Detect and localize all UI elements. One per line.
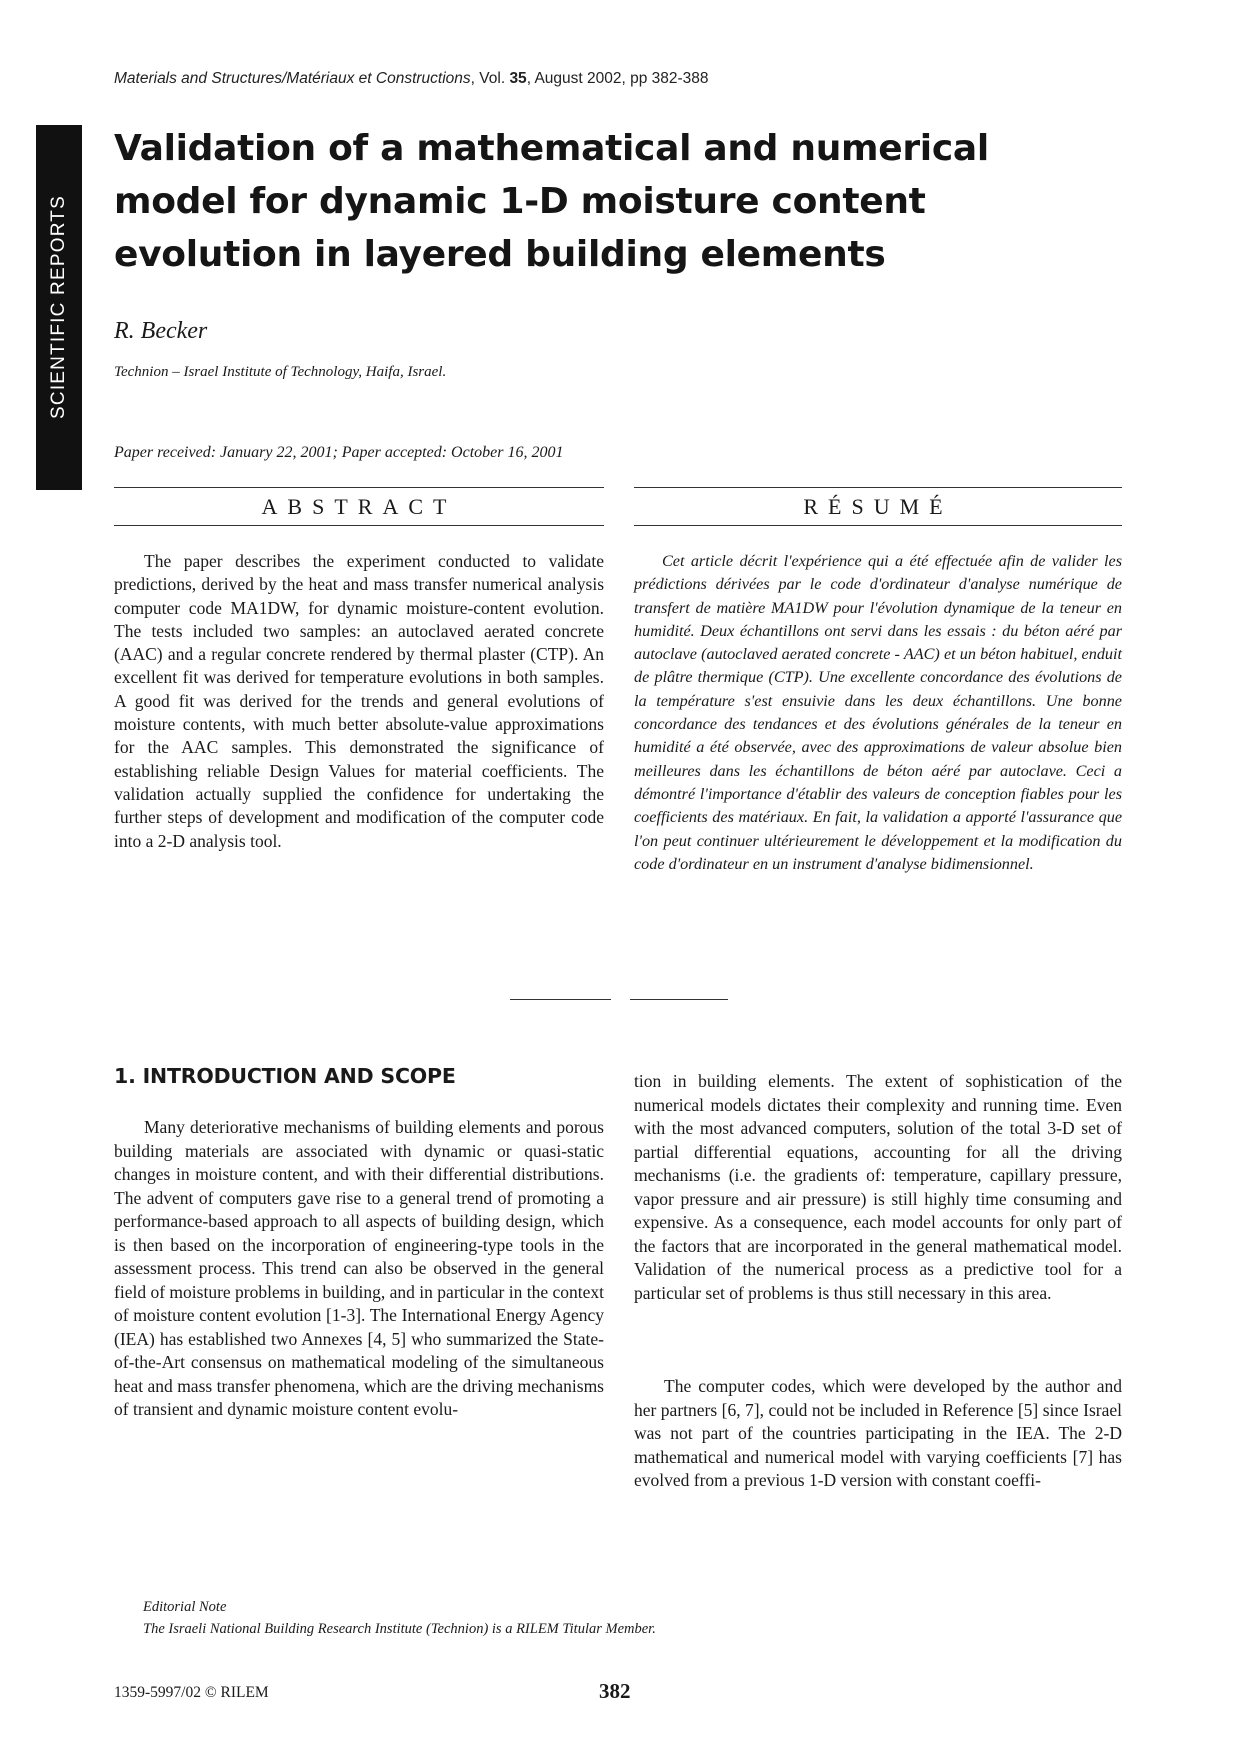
author-name: R. Becker: [114, 318, 208, 344]
intro-paragraph-2: The computer codes, which were developed by the author and her partners [6, 7], could not be included in Reference [5] since Israel was not part of the countries participating in the IEA. The 2-D mathematical and numerical model with varying coefficients [7] has evolved from a previous 1-D version with constant coeffi-: [634, 1376, 1122, 1490]
side-tab-label: SCIENTIFIC REPORTS: [48, 195, 69, 419]
journal-vol-prefix: , Vol.: [470, 70, 510, 87]
author-affiliation: Technion – Israel Institute of Technology, Haifa, Israel.: [114, 364, 447, 380]
abstract-text: The paper describes the experiment conducted to validate predictions, derived by the heat and mass transfer numerical analysis computer code MA1DW, for dynamic moisture-content evolution. The tests included two samples: an autoclaved aerated concrete (AAC) and a regular concrete rendered by thermal plaster (CTP). An excellent fit was derived for temperature evolutions in both samples. A good fit was derived for the trends and general evolutions of moisture contents, with much better absolute-value approximations for the AAC samples. This demonstrated the significance of establishing reliable Design Values for material coefficients. The validation actually supplied the confidence for undertaking the further steps of development and modification of the computer code into a 2-D analysis tool.: [114, 551, 604, 851]
resume-top-rule: [634, 487, 1122, 488]
page-number: 382: [599, 1679, 631, 1703]
resume-bottom-rule: [634, 525, 1122, 526]
section-side-tab: [36, 125, 82, 490]
separator-rule-left: [510, 999, 611, 1000]
journal-name: Materials and Structures/Matériaux et Constructions: [114, 70, 471, 87]
editorial-note-text: The Israeli National Building Research Institute (Technion) is a RILEM Titular Member.: [143, 1621, 656, 1637]
issn-copyright: 1359-5997/02 © RILEM: [114, 1684, 269, 1701]
intro-paragraph-1: Many deteriorative mechanisms of building elements and porous building materials are associated with dynamic or quasi-static changes in moisture content, and with their differential distributions. The advent of computers gave rise to a general trend of promoting a performance-based approach to all aspects of building design, which is then based on the incorporation of engineering-type tools in the assessment process. This trend can also be observed in the general field of moisture problems in building, and in particular in the context of moisture content evolution [1-3]. The International Energy Agency (IEA) has established two Annexes [4, 5] who summarized the State-of-the-Art consensus on mathematical modeling of the simultaneous heat and mass transfer phenomena, which are the driving mechanisms of transient and dynamic moisture content evolu-: [114, 1117, 604, 1419]
paper-title: Validation of a mathematical and numerical model for dynamic 1-D moisture content evolution in layered building elements: [114, 128, 989, 275]
resume-text: Cet article décrit l'expérience qui a été effectuée afin de valider les prédictions dérivées par le code d'ordinateur d'analyse numérique de transfert de matière MA1DW pour l'évolution dynamique de la teneur en humidité. Deux échantillons ont servi dans les essais : du béton aéré par autoclave (autoclaved aerated concrete - AAC) et un béton habituel, enduit de plâtre thermique (CTP). Une excellente concordance des évolutions de la température s'est ensuivie dans les deux échantillons. Une bonne concordance des tendances et des évolutions générales de la teneur en humidité a été observée, avec des approximations de valeur absolue bien meilleures dans les échantillons de béton aéré par autoclave. Ceci a démontré l'importance d'établir des valeurs de conception fiables pour les coefficients des matériaux. En fait, la validation a apporté l'assurance que l'on peut continuer ultérieurement le développement et la modification du code d'ordinateur en un instrument d'analyse bidimensionnel.: [634, 552, 1122, 873]
abstract-bottom-rule: [114, 525, 604, 526]
separator-rule-right: [630, 999, 728, 1000]
journal-header: [114, 70, 709, 88]
resume-heading: RÉSUMÉ: [803, 494, 953, 519]
abstract-heading: ABSTRACT: [261, 494, 457, 519]
editorial-note-label: Editorial Note: [143, 1599, 227, 1615]
intro-heading: 1. INTRODUCTION AND SCOPE: [114, 1064, 456, 1088]
journal-volume: 35: [509, 70, 527, 87]
intro-paragraph-1-continued: tion in building elements. The extent of sophistication of the numerical models dictates their complexity and running time. Even with the most advanced computers, solution of the total 3-D set of partial differential equations, accounting for all the driving mechanisms (i.e. the gradients of: temperature, capillary pressure, vapor pressure and air pressure) is still highly time consuming and expensive. As a consequence, each model accounts for only part of the factors that are incorporated in the general mathematical model. Validation of the numerical process as a predictive tool for a particular set of problems is thus still necessary in this area.: [634, 1071, 1122, 1303]
journal-issue-pages: , August 2002, pp 382-388: [526, 70, 709, 87]
abstract-top-rule: [114, 487, 604, 488]
received-dates: Paper received: January 22, 2001; Paper accepted: October 16, 2001: [114, 444, 564, 461]
